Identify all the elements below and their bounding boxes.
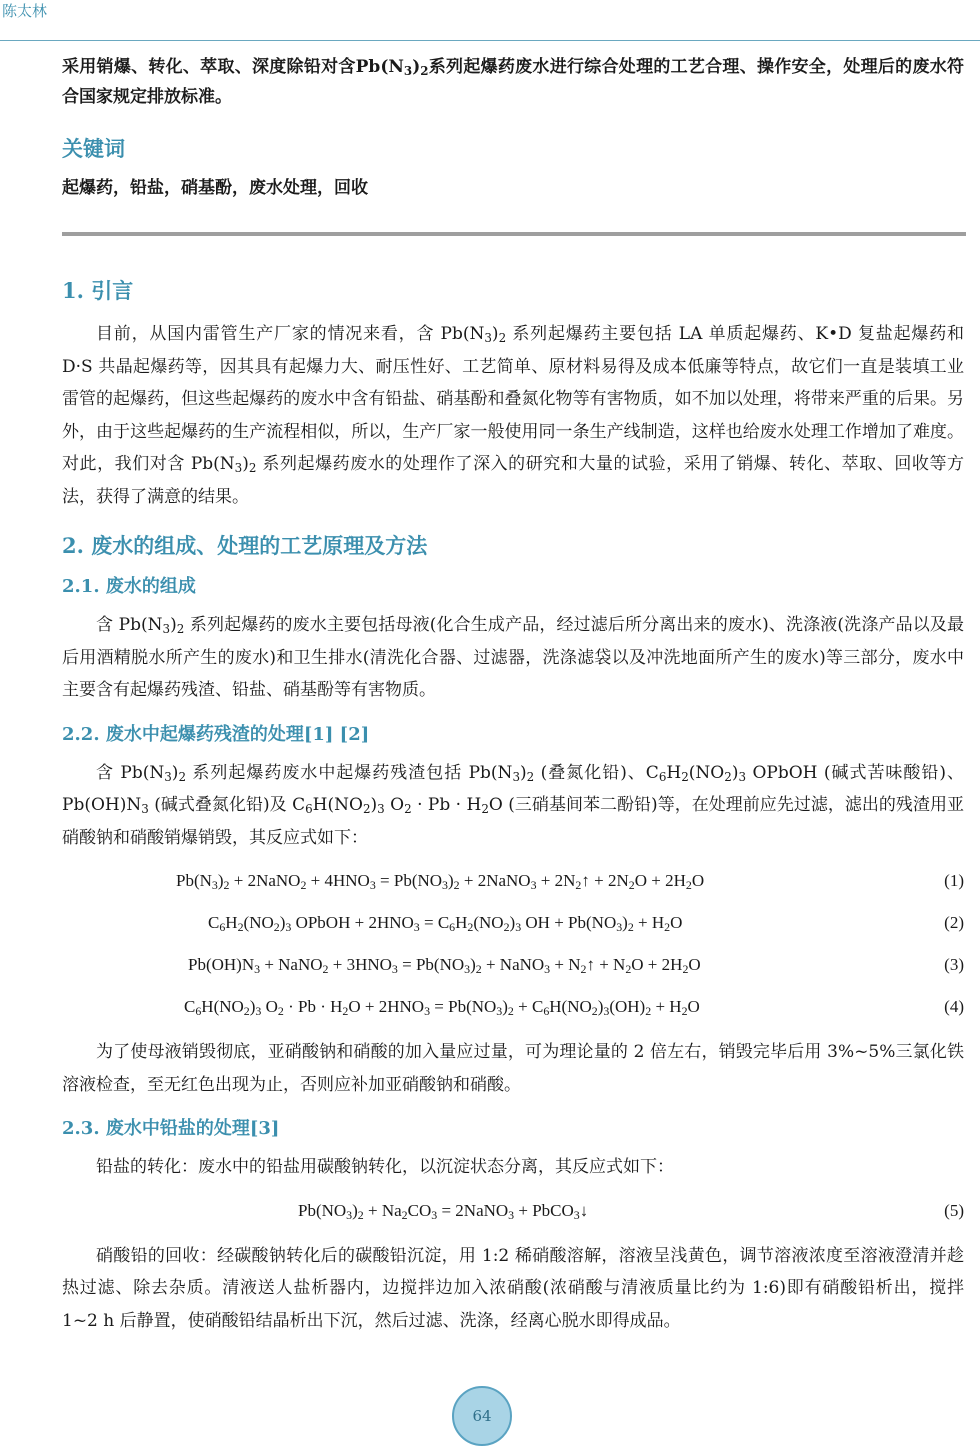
section-2-3-paragraph-1: 铅盐的转化：废水中的铅盐用碳酸钠转化，以沉淀状态分离，其反应式如下： — [96, 1157, 674, 1177]
section-2-2-title: 2.2. 废水中起爆药残渣的处理[1] [2] — [62, 723, 370, 745]
equation-2-number: (2) — [944, 913, 964, 932]
equation-5: $Pb(NO_3)_2 + Na_2CO_3$ = 2NaNO$_3$ + PbCO$_3$↓ (5) — [62, 1190, 964, 1232]
keywords-list: 起爆药，铅盐，硝基酚，废水处理，回收 — [62, 178, 368, 198]
page-content — [62, 52, 964, 1337]
keywords-heading: 关键词 — [62, 136, 125, 161]
section-1-paragraph: 目前，从国内雷管生产厂家的情况来看，含 $Pb(N_3)_2$ 系列起爆药主要包括 LA 单质起爆药、K•D 复盐起爆药和 D·S 共晶起爆药等，因其具有起爆力大、耐压性好、工艺简单、原材料易得及成本低廉等特点，故它们一直是装填工业雷管的起爆药，但这些起爆药的废水中含有铅盐、硝基酚和叠氮化物等有害物质，如不加以处理，将带来严重的后果。另外，由于这些起爆药的生产流程相似，所以，生产厂家一般使用同一条生产线制造，这样也给废水处理工作增加了难度。对此，我们对含 $Pb(N_3)_2$ 系列起爆药废水的处理作了深入的研究和大量的试验，采用了销爆、转化、萃取、回收等方法，获得了满意的结果。 — [62, 324, 965, 507]
equations-1-to-4 — [62, 860, 964, 1028]
section-2-title: 2. 废水的组成、处理的工艺原理及方法 — [62, 533, 428, 558]
abstract-tail: 采用销爆、转化、萃取、深度除铅对含$Pb(N_3)_2$系列起爆药废水进行综合处理的工艺合理、操作安全，处理后的废水符合国家规定排放标准。 — [62, 57, 964, 107]
equation-1: $Pb(N_3)_2$ + 2NaNO$_2$ + $4HNO_3 = Pb(NO_3)_2$ + 2NaNO$_3$ + $2N_2↑ + 2N_2O + 2H_2O$ (1) — [62, 860, 964, 902]
equation-4-number: (4) — [944, 997, 964, 1016]
section-1-title: 1. 引言 — [62, 278, 134, 303]
equation-1-number: (1) — [944, 871, 964, 890]
section-2-1-title: 2.1. 废水的组成 — [62, 576, 196, 597]
section-2-1-paragraph: 含 $Pb(N_3)_2$ 系列起爆药的废水主要包括母液(化合生成产品，经过滤后所分离出来的废水)、洗涤液(洗涤产品以及最后用酒精脱水所产生的废水)和卫生排水(清洗化合器、过滤器，洗涤滤袋以及冲洗地面所产生的废水)等三部分，废水中主要含有起爆药残渣、铅盐、硝基酚等有害物质。 — [62, 615, 964, 700]
equation-3-number: (3) — [944, 955, 964, 974]
equation-3: $Pb(OH)N_3$ + NaNO$_2$ + $3HNO_3 = Pb(NO_3)_2$ + NaNO$_3$ + $N_2↑ + N_2O + 2H_2O$ (3) — [62, 944, 964, 986]
equation-5-number: (5) — [944, 1200, 964, 1220]
section-2-3-title: 2.3. 废水中铅盐的处理[3] — [62, 1118, 280, 1139]
running-header — [0, 0, 980, 41]
author-name: 陈太林 — [2, 2, 48, 20]
section-2-2-paragraph-after: 为了使母液销毁彻底，亚硝酸钠和硝酸的加入量应过量，可为理论量的 2 倍左右，销毁完毕后用 3%~5%三氯化铁溶液检查，至无红色出现为止，否则应补加亚硝酸钠和硝酸。 — [62, 1042, 964, 1095]
section-divider — [62, 232, 966, 236]
equation-4: $C_6H(NO_2)_3$ $O_2 \cdot Pb \cdot H_2O + 2HNO_3 = Pb(NO_3)_2 + C_6H(NO_2)_3(OH)_2 + H_2O$ (4) — [62, 986, 964, 1028]
section-2-2-paragraph: 含 $Pb(N_3)_2$ 系列起爆药废水中起爆药残渣包括 $Pb(N_3)_2$ (叠氮化铅)、$C_6H_2(NO_2)_3$ OPbOH (碱式苦味酸铅)、$Pb(OH)N_3$ (碱式叠氮化铅)及 $C_6H(NO_2)_3$ $O_2 \cdot Pb \cdot H_2O$ (三硝基间苯二酚铅)等，在处理前应先过滤，滤出的残渣用亚硝酸钠和硝酸销爆销毁，其反应式如下： — [62, 762, 965, 848]
page-number-badge: 64 — [452, 1386, 512, 1446]
section-2-3-paragraph-2: 硝酸铅的回收：经碳酸钠转化后的碳酸铅沉淀，用 1:2 稀硝酸溶解，溶液呈浅黄色，调节溶液浓度至溶液澄清并趁热过滤、除去杂质。清液送人盐析器内，边搅拌边加入浓硝酸(浓硝酸与清液质量比约为 1:6)即有硝酸铅析出，搅拌 1~2 h 后静置，使硝酸铅结晶析出下沉，然后过滤、洗涤，经离心脱水即得成品。 — [62, 1245, 964, 1331]
equation-2: $C_6H_2(NO_2)_3$ OPbOH + $2HNO_3 = C_6H_2(NO_2)_3$ OH + $Pb(NO_3)_2 + H_2O$ (2) — [62, 902, 964, 944]
